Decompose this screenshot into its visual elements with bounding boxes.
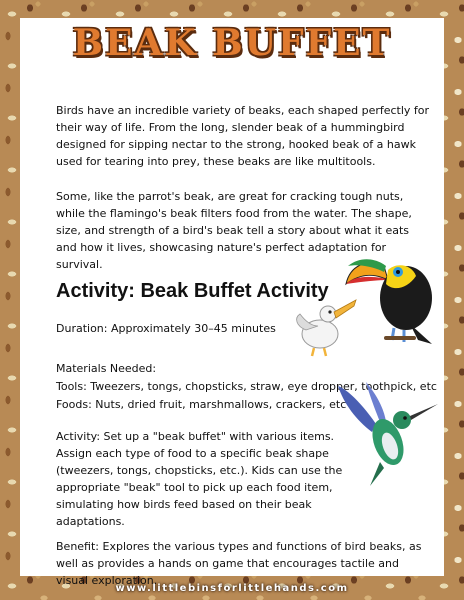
- page-title: BEAK BUFFET: [72, 22, 392, 64]
- worksheet-page: [20, 18, 444, 587]
- foods-line: Foods: Nuts, dried fruit, marshmallows, crackers, etc: [56, 398, 347, 411]
- tools-line: Tools: Tweezers, tongs, chopsticks, straw, eye dropper, toothpick, etc: [56, 380, 437, 393]
- intro-paragraph-2: Some, like the parrot's beak, are great for cracking tough nuts, while the flamingo's beak filters food from the water. The shape, size, and strength of a bird's beak tell a story about what it eats and how it lives, showcasing nature's perfect adaptation for survival.: [56, 190, 412, 271]
- duration-line: Duration: Approximately 30–45 minutes: [56, 322, 276, 335]
- materials-heading: Materials Needed:: [56, 362, 157, 375]
- activity-heading: Activity: Beak Buffet Activity: [56, 280, 329, 302]
- benefit-paragraph: Benefit: Explores the various types and functions of bird beaks, as well as provides a hands on game that encourages tactile and visual exploration.: [56, 540, 422, 587]
- footer-url[interactable]: www.littlebinsforlittlehands.com: [115, 583, 349, 594]
- hummingbird-icon: [336, 380, 440, 490]
- activity-description: Activity: Set up a "beak buffet" with various items. Assign each type of food to a specific beak shape (tweezers, tongs, chopsticks, etc.). Kids can use the appropriate "beak" tool to pick up each food item, simulating how birds feed based on their beak adaptations.: [56, 430, 343, 528]
- intro-paragraph-1: Birds have an incredible variety of beaks, each shaped perfectly for their way of life. From the long, slender beak of a hummingbird designed for sipping nectar to the strong, hooked beak of a hawk used for tearing into prey, these beaks are like multitools.: [56, 104, 430, 168]
- pelican-icon: [290, 296, 360, 358]
